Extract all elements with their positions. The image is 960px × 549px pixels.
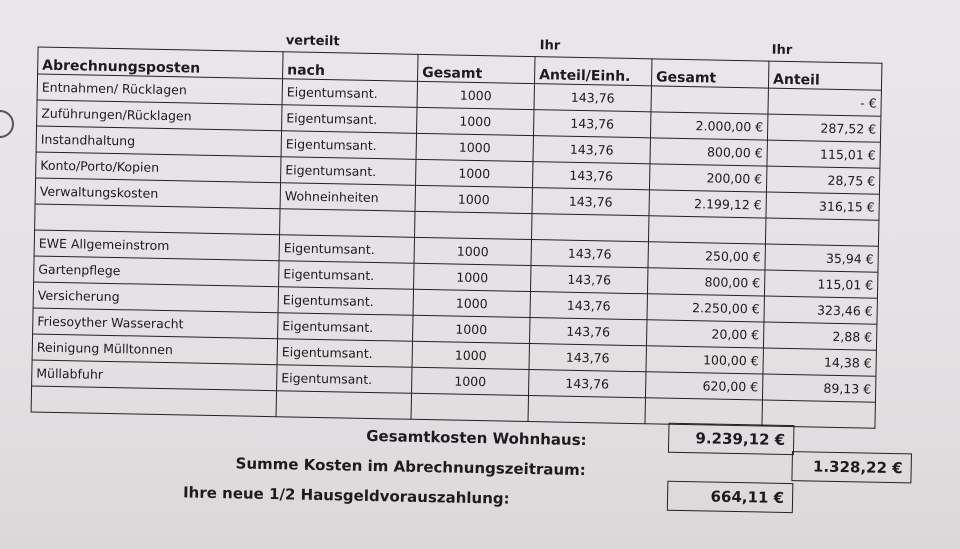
gesamt-euro-cell: 2.000,00 € [650,112,767,140]
cost-table [31,47,883,429]
gesamt-euro-cell: 800,00 € [647,268,764,296]
gesamt-cell [415,211,532,239]
gesamt-cell: 1000 [413,315,530,343]
header-ihr-1: Ihr [539,38,561,54]
hausgeld-value: 664,11 € [667,481,794,513]
posten-cell: Verwaltungskosten [35,178,280,209]
posten-cell: Müllabfuhr [32,360,277,391]
gesamt-cell: 1000 [416,159,533,187]
ihr-anteil-cell: 287,52 € [767,114,880,142]
anteil-einh-cell: 143,76 [532,188,649,216]
hausgeld-label: Ihre neue 1/2 Hausgeldvorauszahlung: [182,483,510,508]
posten-cell: EWE Allgemeinstrom [34,230,279,261]
posten-cell: Gartenpflege [34,256,279,287]
posten-cell: Versicherung [33,282,278,313]
anteil-einh-cell: 143,76 [529,344,646,372]
posten-cell: Reinigung Mülltonnen [32,334,277,365]
verteilt-nach-cell: Eigentumsant. [281,131,416,160]
verteilt-nach-cell: Eigentumsant. [279,235,414,264]
gesamt-cell: 1000 [414,263,531,291]
gesamt-euro-cell [648,216,765,244]
posten-cell: Friesoyther Wasseracht [33,308,278,339]
verteilt-nach-cell: Eigentumsant. [278,313,413,342]
ihr-anteil-cell: - € [768,88,881,116]
col-anteil-einh: Anteil/Einh. [534,57,651,86]
verteilt-nach-cell: Eigentumsant. [278,287,413,316]
gesamt-euro-cell: 200,00 € [649,164,766,192]
col-nach: nach [283,52,418,82]
gesamt-euro-cell: 250,00 € [648,242,765,270]
summary [1,412,933,530]
ihr-anteil-cell: 35,94 € [765,244,878,272]
col-ihr-anteil: Anteil [768,61,881,90]
gesamt-euro-cell: 800,00 € [650,138,767,166]
verteilt-nach-cell: Wohneinheiten [280,183,415,212]
anteil-einh-cell: 143,76 [530,266,647,294]
ihr-anteil-cell: 2,88 € [763,322,876,350]
gesamt-euro-cell: 620,00 € [645,372,762,400]
summe-label: Summe Kosten im Abrechnungszeitraum: [235,454,586,480]
gesamt-euro-cell: 100,00 € [646,346,763,374]
gesamt-euro-cell: 20,00 € [646,320,763,348]
cost-statement-sheet [1,26,940,530]
header-verteilt: verteilt [285,33,340,50]
gesamt-euro-cell: 2.199,12 € [649,190,766,218]
gesamt-cell: 1000 [413,289,530,317]
gesamt-cell: 1000 [412,341,529,369]
posten-cell: Entnahmen/ Rücklagen [37,74,282,105]
gesamt-cell: 1000 [412,367,529,395]
posten-cell [31,386,276,417]
anteil-einh-cell [528,396,645,424]
verteilt-nach-cell: Eigentumsant. [282,79,417,108]
gesamt-euro-cell [645,398,762,426]
gesamt-cell [411,393,528,421]
ihr-anteil-cell: 14,38 € [763,348,876,376]
ihr-anteil-cell: 316,15 € [766,192,879,220]
anteil-einh-cell: 143,76 [531,240,648,268]
verteilt-nach-cell: Eigentumsant. [277,365,412,394]
gesamtkosten-label: Gesamtkosten Wohnhaus: [366,426,587,450]
gesamt-cell: 1000 [415,185,532,213]
posten-cell: Konto/Porto/Kopien [36,152,281,183]
verteilt-nach-cell: Eigentumsant. [281,157,416,186]
verteilt-nach-cell: Eigentumsant. [277,339,412,368]
gesamt-cell: 1000 [414,237,531,265]
ihr-anteil-cell: 115,01 € [764,270,877,298]
verteilt-nach-cell: Eigentumsant. [279,261,414,290]
anteil-einh-cell: 143,76 [529,370,646,398]
ihr-anteil-cell: 28,75 € [766,166,879,194]
posten-cell: Instandhaltung [36,126,281,157]
gesamt-cell: 1000 [416,133,533,161]
verteilt-nach-cell: Eigentumsant. [282,105,417,134]
anteil-einh-cell: 143,76 [533,136,650,164]
anteil-einh-cell: 143,76 [534,84,651,112]
gesamtkosten-value: 9.239,12 € [668,423,795,455]
anteil-einh-cell [531,214,648,242]
anteil-einh-cell: 143,76 [533,110,650,138]
verteilt-nach-cell [276,391,411,420]
ihr-anteil-cell: 115,01 € [767,140,880,168]
gesamt-euro-cell [651,86,768,114]
verteilt-nach-cell [280,209,415,238]
ihr-anteil-cell: 89,13 € [762,374,875,402]
header-ihr-2: Ihr [771,42,793,59]
gesamt-cell: 1000 [417,107,534,135]
gesamt-euro-cell: 2.250,00 € [647,294,764,322]
posten-cell: Zuführungen/Rücklagen [37,100,282,131]
gesamt-cell: 1000 [417,81,534,109]
col-abrechnungsposten: Abrechnungsposten [38,47,283,79]
ihr-anteil-cell: 323,46 € [764,296,877,324]
ihr-anteil-cell [765,218,878,246]
col-gesamt-euro: Gesamt [651,59,768,88]
anteil-einh-cell: 143,76 [529,318,646,346]
anteil-einh-cell: 143,76 [530,292,647,320]
anteil-einh-cell: 143,76 [532,162,649,190]
summe-value: 1.328,22 € [791,451,912,483]
col-gesamt: Gesamt [418,54,535,83]
